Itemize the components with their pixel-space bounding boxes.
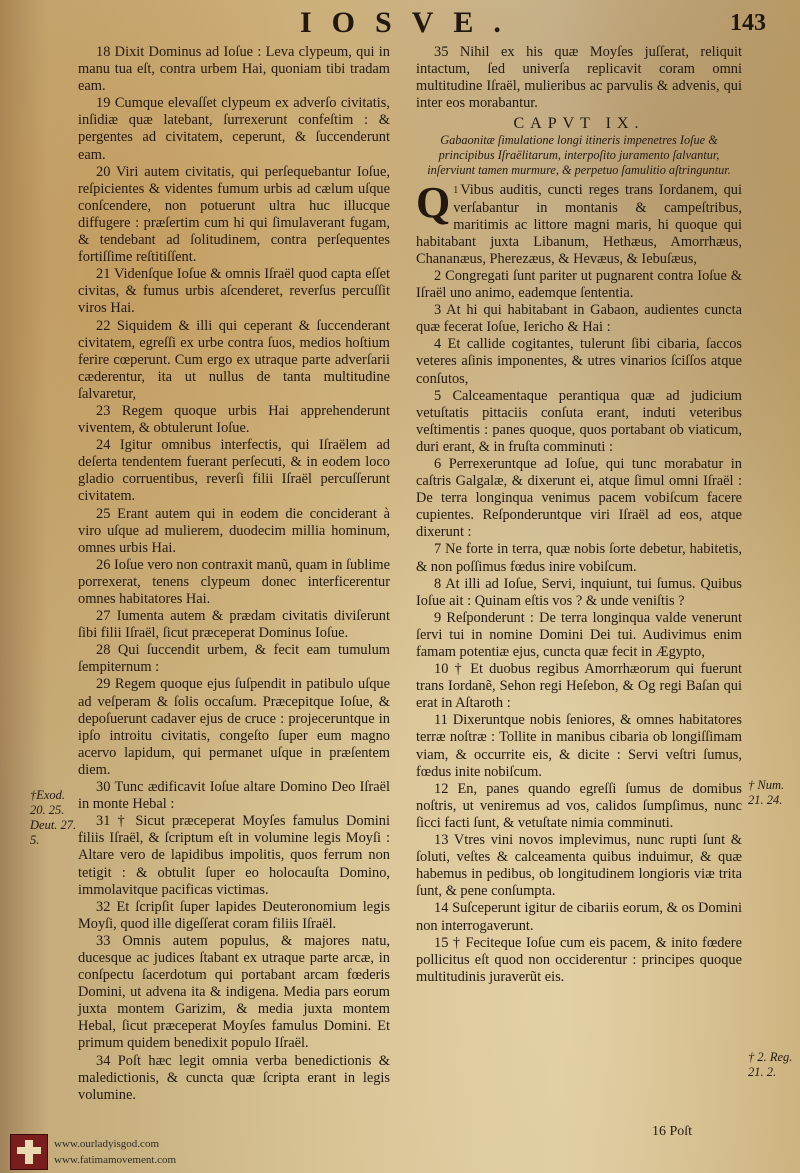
verse-5: 5 Calceamentaque perantiqua quæ ad judicium vetuſtatis pittaciis conſuta erant, induti veteribus veſtimentis : panes quoque, quos portabant ob viaticum, duri erant, & in fruſta comminuti : (416, 387, 742, 455)
verse-25: 25 Erant autem qui in eodem die conciderant à viro uſque ad mulierem, duodecim millia hominum, omnes urbis Hai. (78, 505, 390, 556)
verse-9: 9 Reſponderunt : De terra longinqua valde venerunt ſervi tui in nomine Domini Dei tui. Audivimus enim famam potentiæ ejus, cuncta quæ fecit in Ægypto, (416, 609, 742, 660)
chapter-heading: CAPVT IX. (513, 115, 645, 133)
verse-1 (416, 178, 742, 267)
page-header (0, 6, 800, 46)
footer-url-1[interactable]: www.ourladyisgod.com (54, 1138, 159, 1150)
watermark-footer (10, 1130, 270, 1170)
cross-logo-icon (10, 1134, 48, 1170)
drop-cap: Q (416, 178, 451, 228)
verse-33: 33 Omnis autem populus, & majores natu, ducesque ac judices ſtabant ex utraque parte arcæ, in conſpectu ſacerdotum qui portabant arcam fœderis Domini, ut advena ita & indigena. Media pars eorum juxta montem Garizim, & media juxta montem Hebal, ſicut præceperat Moyſes famulus Domini. Et primum quidem benedixit populo Iſraël. (78, 932, 390, 1052)
verse-24: 24 Igitur omnibus interfectis, qui Iſraëlem ad deſerta tendentem fuerant perſecuti, & in eodem loco gladio corruentibus, reverſi filii Iſraël percuſſerunt civitatem. (78, 437, 390, 505)
verse-28: 28 Qui ſuccendit urbem, & fecit eam tumulum ſempiternum : (78, 642, 390, 676)
margin-note-right-top: † Num. 21. 24. (748, 778, 785, 807)
verse-2: 2 Congregati ſunt pariter ut pugnarent contra Ioſue & Iſraël uno animo, eademque ſententia. (416, 267, 742, 302)
verse-7: 7 Ne forte in terra, quæ nobis ſorte debetur, habitetis, & non poſſimus fœdus inire vobiſcum. (416, 541, 742, 575)
verse-31: 31 † Sicut præceperat Moyſes famulus Domini filiis Iſraël, & ſcriptum eſt in volumine legis Moyſi : Altare vero de lapidibus impolitis, quos ferrum non tetigit : & obtulit ſuper eo holocauſta Domino, immolavitque pacificas victimas. (78, 813, 390, 898)
verse-18: 18 Dixit Dominus ad Ioſue : Leva clypeum, qui in manu tua eſt, contra urbem Hai, quoniam tibi tradam eam. (78, 44, 390, 95)
chapter-summary: Gabaonitæ ſimulatione longi itineris impenetres Ioſue & principibus Iſraëlitarum, interpoſito juramento ſalvantur, inſerviunt tamen murmure, & perpetuo ſamulitio aſtringuntur. (427, 133, 731, 178)
verse-35: 35 Nihil ex his quæ Moyſes juſſerat, reliquit intactum, ſed univerſa replicavit coram omni multitudine Iſraël, mulieribus ac parvulis & advenis, qui inter eos morabantur. (416, 44, 742, 112)
verse-3: 3 At hi qui habitabant in Gabaon, audientes cuncta quæ fecerat Ioſue, Iericho & Hai : (416, 302, 742, 336)
verse-26: 26 Ioſue vero non contraxit manũ, quam in ſublime porrexerat, tenens clypeum donec interficerentur omnes habitatores Hai. (78, 556, 390, 607)
page-number: 143 (730, 10, 766, 36)
verse-27: 27 Iumenta autem & prædam civitatis diviſerunt ſibi filii Iſraël, ſicut præceperat Dominus Ioſue. (78, 608, 390, 642)
verse-6: 6 Perrexeruntque ad Ioſue, qui tunc morabatur in caſtris Galgalæ, & dixerunt ei, atque ſimul omni Iſraël : De terra longinqua venimus pacem vobiſcum facere cupientes. Reſponderuntque viri Iſraël ad eos, atque dixerunt : (416, 455, 742, 541)
verse-22: 22 Siquidem & illi qui ceperant & ſuccenderant civitatem, egreſſi ex urbe contra ſuos, medios hoſtium ferire cœperunt. Cum ergo ex utraque parte adverſarii cæderentur, ita ut nullus de tanta multitudine ſalvaretur, (78, 317, 390, 402)
verse-23: 23 Regem quoque urbis Hai apprehenderunt viventem, & obtulerunt Ioſue. (78, 402, 390, 437)
verse-19: 19 Cumque elevaſſet clypeum ex adverſo civitatis, inſidiæ quæ latebant, ſurrexerunt confeſtim : & pergentes ad civitatem, ceperunt, & ſuccenderunt eam. (78, 95, 390, 163)
verse-32: 32 Et ſcripſit ſuper lapides Deuteronomium legis Moyſi, quod ille digeſſerat coram filiis Iſraël. (78, 898, 390, 932)
verse-12: 12 En, panes quando egreſſi ſumus de domibus noſtris, ut veniremus ad vos, calidos ſumpſimus, nunc ſicci facti ſunt, & vetuſtate nimia comminuti. (416, 780, 742, 831)
running-title: IOSVE. (300, 6, 521, 39)
verse-30: 30 Tunc ædificavit Ioſue altare Domino Deo Iſraël in monte Hebal : (78, 779, 390, 813)
verse-1-text: Vibus auditis, cuncti reges trans Iordanem, qui verſabantur in montanis & campeſtribus, maritimis ac littore magni maris, hi quoque qui habitabant juxta Libanum, Hethæus, Amorrhæus, Chananæus, Pherezæus, & Hevæus, & Iebuſæus, (416, 182, 742, 267)
verse-14: 14 Suſceperunt igitur de cibariis eorum, & os Domini non interrogaverunt. (416, 900, 742, 934)
verse-8: 8 At illi ad Ioſue, Servi, inquiunt, tui ſumus. Quibus Ioſue ait : Quinam eſtis vos ? & unde veniſtis ? (416, 575, 742, 609)
verse-21: 21 Videnſque Ioſue & omnis Iſraël quod capta eſſet civitas, & fumus urbis aſcenderet, reverſus percuſſit viros Hai. (78, 266, 390, 317)
left-column (78, 44, 390, 1104)
verse-4: 4 Et callide cogitantes, tulerunt ſibi cibaria, ſaccos veteres aſinis imponentes, & utres vinarios ſciſſos atque conſutos, (416, 336, 742, 387)
verse-15: 15 † Feciteque Ioſue cum eis pacem, & inito fœdere pollicitus eſt quod non occiderentur : principes quoque multitudinis juraverũt eis. (416, 934, 742, 985)
verse-34: 34 Poſt hæc legit omnia verba benedictionis & maledictionis, & cuncta quæ ſcripta erant in legis volumine. (78, 1052, 390, 1103)
verse-10: 10 † Et duobus regibus Amorrhæorum qui fuerunt trans Iordanẽ, Sehon regi Heſebon, & Og regi Baſan qui erat in Aſtaroth : (416, 661, 742, 712)
verse-1-number: 1 (453, 185, 459, 197)
right-column (416, 44, 742, 986)
verse-29: 29 Regem quoque ejus ſuſpendit in patibulo uſque ad veſperam & ſolis occaſum. Præcepitque Ioſue, & depoſuerunt cadaver ejus de cruce : projeceruntque in ipſo introitu civitatis, congeſto ſuper eum magno acervo lapidum, qui permanet uſque in præſentem diem. (78, 676, 390, 778)
footer-url-2[interactable]: www.fatimamovement.com (54, 1154, 177, 1166)
margin-note-right-bottom: † 2. Reg. 21. 2. (748, 1050, 793, 1079)
verse-13: 13 Vtres vini novos implevimus, nunc rupti ſunt & ſoluti, veſtes & calceamenta quibus induimur, & quæ habemus in pedibus, ob longitudinem longioris viæ trita ſunt, & pene conſumpta. (416, 832, 742, 900)
catchword: 16 Poſt (652, 1124, 693, 1139)
margin-note-left: †Exod. 20. 25. Deut. 27. 5. (30, 788, 77, 847)
verse-20: 20 Viri autem civitatis, qui perſequebantur Ioſue, reſpicientes & videntes fumum urbis ad cælum uſque conſcendere, non potuerunt ultra huc illucque diffugere : præſertim cum hi qui ſimulaverant fugam, & tendebant ad ſolitudinem, contra perſequentes fortiſſime reſtitiſſent. (78, 163, 390, 266)
verse-11: 11 Dixeruntque nobis ſeniores, & omnes habitatores terræ noſtræ : Tollite in manibus cibaria ob longiſſimam viam, & occurrite eis, & dicite : Servi veſtri ſumus, fœdus inite nobiſcum. (416, 712, 742, 780)
right-column-verses (416, 268, 742, 986)
